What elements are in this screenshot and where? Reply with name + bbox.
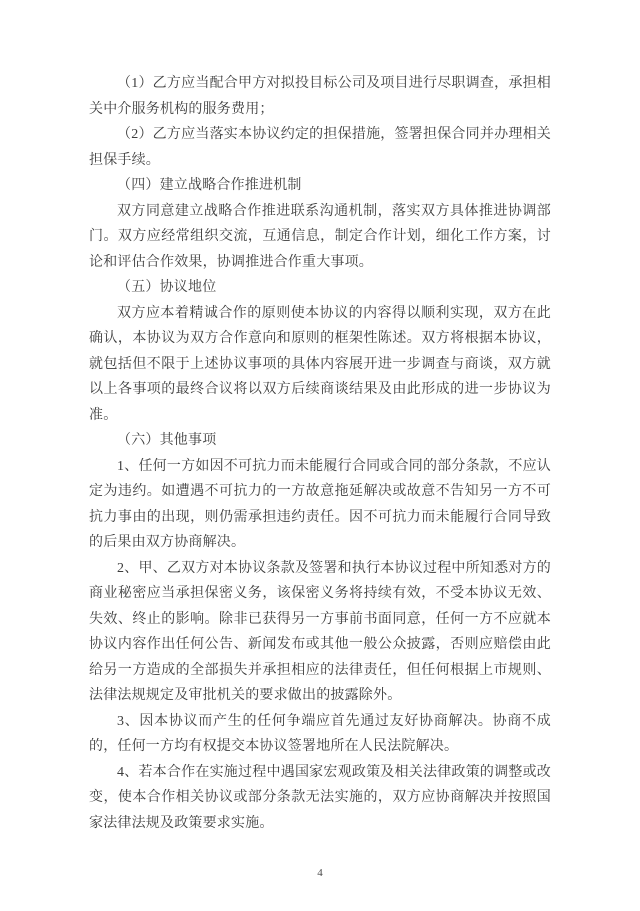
numbered-paragraph: 1、任何一方如因不可抗力而未能履行合同或合同的部分条款，不应认定为违约。如遭遇不可抗力的一方故意拖延解决或故意不告知另一方不可抗力事由的出现，则仍需承担违约责任。因不可抗力而未能履行合同导致的后果由双方协商解决。 [89, 458, 551, 550]
section-heading: （五）协议地位 [117, 280, 217, 295]
section-heading: （四）建立战略合作推进机制 [117, 178, 302, 193]
clause-paragraph: （1）乙方应当配合甲方对拟投目标公司及项目进行尽职调查，承担相关中介服务机构的服务费用； [89, 76, 551, 117]
numbered-paragraph: 4、若本合作在实施过程中遇国家宏观政策及相关法律政策的调整或改变，使本合作相关协议或部分条款无法实施的，双方应协商解决并按照国家法律法规及政策要求实施。 [89, 764, 551, 831]
body-paragraph: 双方同意建立战略合作推进联系沟通机制，落实双方具体推进协调部门。双方应经常组织交流，互通信息，制定合作计划，细化工作方案，讨论和评估合作效果，协调推进合作重大事项。 [89, 203, 551, 270]
numbered-paragraph: 3、因本协议而产生的任何争端应首先通过友好协商解决。协商不成的，任何一方均有权提交本协议签署地所在人民法院解决。 [89, 713, 551, 754]
page-number: 4 [317, 867, 323, 879]
section-heading: （六）其他事项 [117, 433, 217, 448]
numbered-paragraph: 2、甲、乙双方对本协议条款及签署和执行本协议过程中所知悉对方的商业秘密应当承担保密义务，该保密义务将持续有效，不受本协议无效、失效、终止的影响。除非已获得另一方事前书面同意，任何一方不应就本协议内容作出任何公告、新闻发布或其他一般公众披露，否则应赔偿由此给另一方造成的全部损失并承担相应的法律责任，但任何根据上市规则、法律法规规定及审批机关的要求做出的披露除外。 [89, 560, 551, 703]
document-body [89, 71, 551, 836]
clause-paragraph: （2）乙方应当落实本协议约定的担保措施，签署担保合同并办理相关担保手续。 [89, 127, 551, 168]
body-paragraph: 双方应本着精诚合作的原则使本协议的内容得以顺利实现，双方在此确认，本协议为双方合作意向和原则的框架性陈述。双方将根据本协议，就包括但不限于上述协议事项的具体内容展开进一步调查与商谈，双方就以上各事项的最终合议将以双方后续商谈结果及由此形成的进一步协议为准。 [89, 305, 551, 423]
